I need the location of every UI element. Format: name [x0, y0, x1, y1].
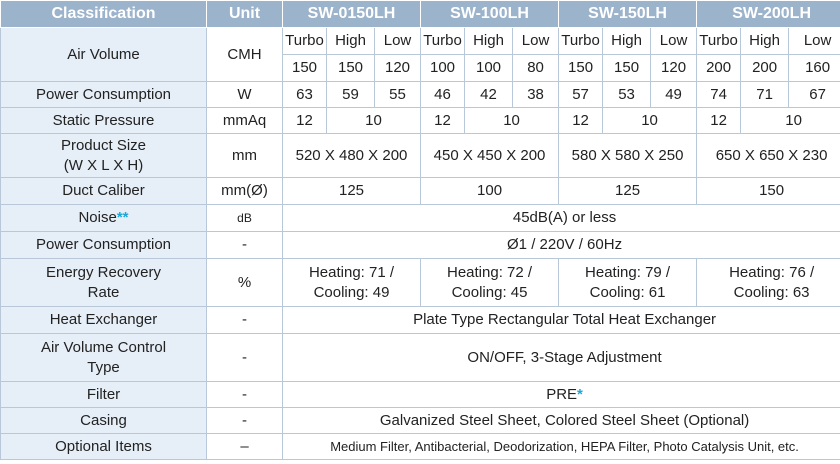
heat-exchanger-value: Plate Type Rectangular Total Heat Exchanger — [283, 307, 840, 334]
heat-exchanger-unit: - — [207, 307, 283, 334]
mode-low: Low — [375, 28, 421, 55]
optional-items-unit: – — [207, 434, 283, 460]
mode-low: Low — [789, 28, 840, 55]
energy-recovery-value — [283, 259, 421, 307]
air-volume-label: Air Volume — [1, 28, 207, 82]
casing-row — [1, 408, 840, 434]
product-size-value: 650 X 650 X 230 — [697, 134, 840, 178]
static-pressure-high-low: 10 — [465, 108, 559, 134]
product-size-label-line2: (W X L X H) — [63, 156, 144, 174]
power-value: 55 — [375, 82, 421, 108]
noise-label — [1, 205, 207, 232]
power-consumption-unit: W — [207, 82, 283, 108]
header-model-2: SW-100LH — [421, 1, 559, 28]
casing-value: Galvanized Steel Sheet, Colored Steel Sheet (Optional) — [283, 408, 840, 434]
power-value: 42 — [465, 82, 513, 108]
heat-exchanger-row — [1, 307, 840, 334]
air-volume-value: 120 — [375, 55, 421, 82]
filter-unit: - — [207, 382, 283, 408]
power-value: 67 — [789, 82, 840, 108]
heating-rate: Heating: 76 / — [729, 263, 815, 281]
noise-row — [1, 205, 840, 232]
mode-high: High — [327, 28, 375, 55]
header-row — [1, 1, 840, 28]
air-volume-value: 160 — [789, 55, 840, 82]
energy-recovery-row — [1, 259, 840, 307]
casing-unit: - — [207, 408, 283, 434]
power-value: 71 — [741, 82, 789, 108]
duct-caliber-value: 100 — [421, 178, 559, 205]
product-size-label-line1: Product Size — [60, 136, 147, 154]
power-value: 49 — [651, 82, 697, 108]
mode-turbo: Turbo — [697, 28, 741, 55]
mode-turbo: Turbo — [283, 28, 327, 55]
static-pressure-high-low: 10 — [741, 108, 840, 134]
header-model-3: SW-150LH — [559, 1, 697, 28]
power-value: 46 — [421, 82, 465, 108]
heating-rate: Heating: 72 / — [447, 263, 533, 281]
static-pressure-label: Static Pressure — [1, 108, 207, 134]
static-pressure-turbo: 12 — [421, 108, 465, 134]
heat-exchanger-label: Heat Exchanger — [1, 307, 207, 334]
power-value: 59 — [327, 82, 375, 108]
cooling-rate: Cooling: 49 — [313, 283, 390, 301]
power-supply-label: Power Consumption — [1, 232, 207, 259]
mode-turbo: Turbo — [421, 28, 465, 55]
mode-high: High — [465, 28, 513, 55]
optional-items-value: Medium Filter, Antibacterial, Deodorization, HEPA Filter, Photo Catalysis Unit, etc. — [283, 434, 840, 460]
duct-caliber-unit: mm(Ø) — [207, 178, 283, 205]
static-pressure-unit: mmAq — [207, 108, 283, 134]
noise-label-text: Noise — [78, 209, 117, 226]
air-volume-value: 150 — [603, 55, 651, 82]
air-volume-value: 80 — [513, 55, 559, 82]
static-pressure-turbo: 12 — [559, 108, 603, 134]
power-value: 74 — [697, 82, 741, 108]
air-volume-value: 150 — [327, 55, 375, 82]
product-size-unit: mm — [207, 134, 283, 178]
optional-items-row — [1, 434, 840, 460]
product-size-value: 580 X 580 X 250 — [559, 134, 697, 178]
duct-caliber-row — [1, 178, 840, 205]
air-volume-value: 120 — [651, 55, 697, 82]
duct-caliber-value: 125 — [283, 178, 421, 205]
static-pressure-turbo: 12 — [697, 108, 741, 134]
air-volume-unit: CMH — [207, 28, 283, 82]
air-volume-value: 150 — [283, 55, 327, 82]
air-volume-control-label-line2: Type — [87, 358, 120, 376]
optional-items-label: Optional Items — [1, 434, 207, 460]
filter-value-text: PRE — [546, 385, 578, 403]
power-value: 53 — [603, 82, 651, 108]
static-pressure-high-low: 10 — [327, 108, 421, 134]
air-volume-value: 100 — [421, 55, 465, 82]
energy-recovery-value — [697, 259, 840, 307]
mode-high: High — [603, 28, 651, 55]
header-model-4: SW-200LH — [697, 1, 840, 28]
filter-value — [283, 382, 840, 408]
power-value: 57 — [559, 82, 603, 108]
power-supply-row — [1, 232, 840, 259]
product-size-value: 450 X 450 X 200 — [421, 134, 559, 178]
energy-recovery-label-line1: Energy Recovery — [45, 263, 162, 281]
air-volume-modes-row — [1, 28, 840, 55]
air-volume-value: 100 — [465, 55, 513, 82]
noise-value: 45dB(A) or less — [283, 205, 840, 232]
air-volume-control-label — [1, 334, 207, 382]
energy-recovery-value — [421, 259, 559, 307]
power-value: 38 — [513, 82, 559, 108]
air-volume-value: 200 — [697, 55, 741, 82]
product-size-row — [1, 134, 840, 178]
mode-high: High — [741, 28, 789, 55]
energy-recovery-value — [559, 259, 697, 307]
static-pressure-row — [1, 108, 840, 134]
energy-recovery-label — [1, 259, 207, 307]
header-classification: Classification — [1, 1, 207, 28]
product-size-value: 520 X 480 X 200 — [283, 134, 421, 178]
air-volume-control-label-line1: Air Volume Control — [40, 338, 167, 356]
header-unit: Unit — [207, 1, 283, 28]
mode-low: Low — [513, 28, 559, 55]
energy-recovery-label-line2: Rate — [87, 283, 120, 301]
power-value: 63 — [283, 82, 327, 108]
cooling-rate: Cooling: 45 — [451, 283, 528, 301]
filter-footnote-marker: * — [577, 385, 583, 403]
duct-caliber-value: 125 — [559, 178, 697, 205]
power-consumption-row — [1, 82, 840, 108]
air-volume-value: 150 — [559, 55, 603, 82]
air-volume-value: 200 — [741, 55, 789, 82]
duct-caliber-label: Duct Caliber — [1, 178, 207, 205]
mode-turbo: Turbo — [559, 28, 603, 55]
mode-low: Low — [651, 28, 697, 55]
heating-rate: Heating: 79 / — [585, 263, 671, 281]
power-supply-unit: - — [207, 232, 283, 259]
air-volume-control-unit: - — [207, 334, 283, 382]
cooling-rate: Cooling: 61 — [589, 283, 666, 301]
noise-footnote-marker: ** — [116, 209, 129, 226]
static-pressure-turbo: 12 — [283, 108, 327, 134]
air-volume-control-value: ON/OFF, 3-Stage Adjustment — [283, 334, 840, 382]
heating-rate: Heating: 71 / — [308, 263, 395, 281]
duct-caliber-value: 150 — [697, 178, 840, 205]
cooling-rate: Cooling: 63 — [733, 283, 810, 301]
power-supply-value: Ø1 / 220V / 60Hz — [283, 232, 840, 259]
header-model-1: SW-0150LH — [283, 1, 421, 28]
casing-label: Casing — [1, 408, 207, 434]
filter-label: Filter — [1, 382, 207, 408]
air-volume-control-row — [1, 334, 840, 382]
noise-unit: dB — [207, 205, 283, 232]
power-consumption-label: Power Consumption — [1, 82, 207, 108]
filter-row — [1, 382, 840, 408]
static-pressure-high-low: 10 — [603, 108, 697, 134]
product-size-label — [1, 134, 207, 178]
energy-recovery-unit: % — [207, 259, 283, 307]
